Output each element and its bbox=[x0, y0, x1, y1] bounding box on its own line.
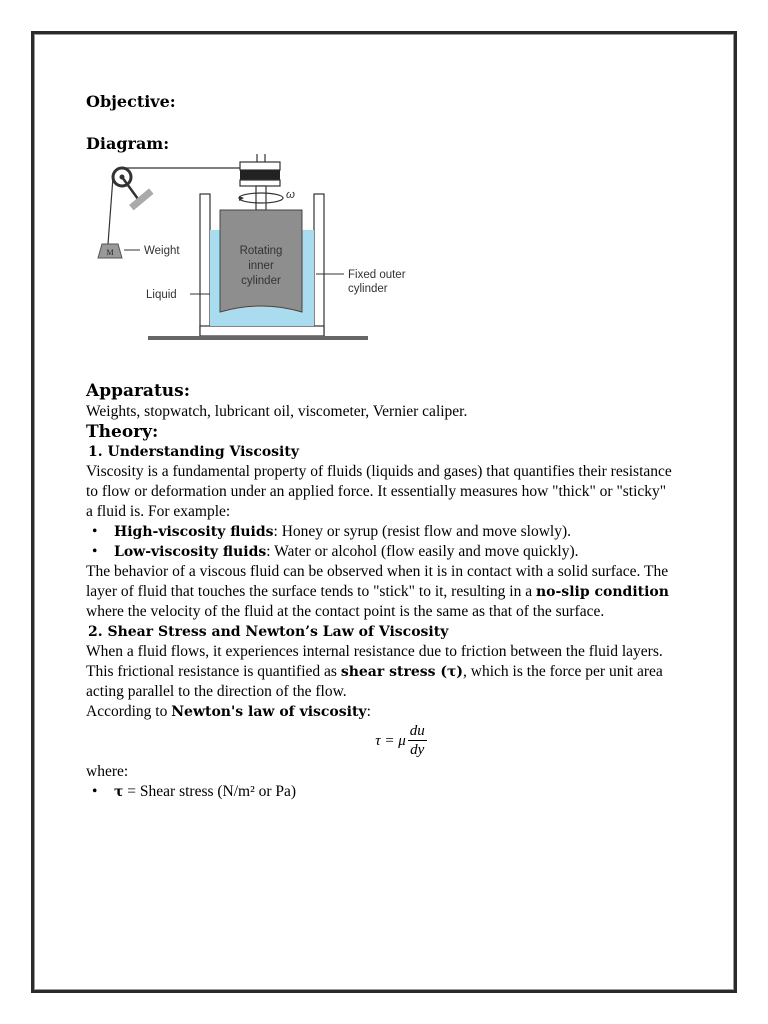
outer-wall-left bbox=[200, 194, 210, 336]
drum bbox=[240, 170, 280, 180]
list-item: • Low-viscosity fluids: Water or alcohol (flow easily and move quickly). bbox=[114, 542, 676, 562]
section1-paragraph-2: The behavior of a viscous fluid can be observed when it is in contact with a solid surface. The layer of fluid that touches the surface tends to "stick" to it, resulting in a no-slip condition where the velocity of the fluid at the contact point is the same as that of the surface. bbox=[86, 563, 669, 620]
rotating-label-2: inner bbox=[248, 260, 274, 272]
outer-wall-right bbox=[314, 194, 324, 336]
equation-fraction bbox=[408, 722, 427, 759]
weight-label: Weight bbox=[144, 245, 180, 257]
theory-heading: Theory: bbox=[86, 422, 159, 442]
omega-label: ω bbox=[286, 189, 295, 201]
variable-definitions-list bbox=[86, 782, 676, 802]
equation-denominator: dy bbox=[410, 742, 425, 758]
diagram-heading: Diagram: bbox=[86, 134, 170, 153]
list-item: • High-viscosity fluids: Honey or syrup (resist flow and move slowly). bbox=[114, 522, 676, 542]
list-item: • τ = Shear stress (N/m² or Pa) bbox=[114, 782, 676, 802]
objective-heading: Objective: bbox=[86, 92, 176, 111]
equation-lhs: τ = μ bbox=[375, 732, 406, 749]
section2-heading: 2. Shear Stress and Newton’s Law of Viscosity bbox=[88, 624, 449, 640]
base-plate bbox=[148, 336, 368, 340]
newton-law-intro: According to Newton's law of viscosity: bbox=[86, 703, 371, 720]
rotating-label-1: Rotating bbox=[239, 245, 283, 257]
newton-viscosity-equation bbox=[86, 722, 676, 762]
viscosity-examples-list bbox=[86, 522, 676, 562]
liquid-label: Liquid bbox=[146, 289, 177, 301]
fixed-label-1: Fixed outer bbox=[348, 269, 406, 281]
apparatus-heading: Apparatus: bbox=[86, 381, 191, 401]
rotating-label-3: cylinder bbox=[241, 275, 281, 287]
section1-paragraph: Viscosity is a fundamental property of fluids (liquids and gases) that quantifies their resistance to flow or deformation under an applied force. It essentially measures how "thick" or "sticky" a fluid is. For example: bbox=[86, 463, 672, 520]
section1-heading: 1. Understanding Viscosity bbox=[88, 444, 299, 460]
section2-paragraph: When a fluid flows, it experiences internal resistance due to friction between the fluid layers. This frictional resistance is quantified as shear stress (τ), which is the force per unit area acting parallel to the direction of the flow. bbox=[86, 643, 663, 700]
equation-numerator: du bbox=[409, 723, 425, 739]
viscometer-figure bbox=[88, 154, 428, 374]
apparatus-text: Weights, stopwatch, lubricant oil, viscometer, Vernier caliper. bbox=[86, 403, 468, 420]
mass-symbol: M bbox=[106, 248, 114, 257]
viscometer-diagram bbox=[88, 154, 428, 374]
where-label: where: bbox=[86, 763, 129, 780]
document-content bbox=[86, 92, 676, 802]
fixed-label-2: cylinder bbox=[348, 283, 388, 295]
